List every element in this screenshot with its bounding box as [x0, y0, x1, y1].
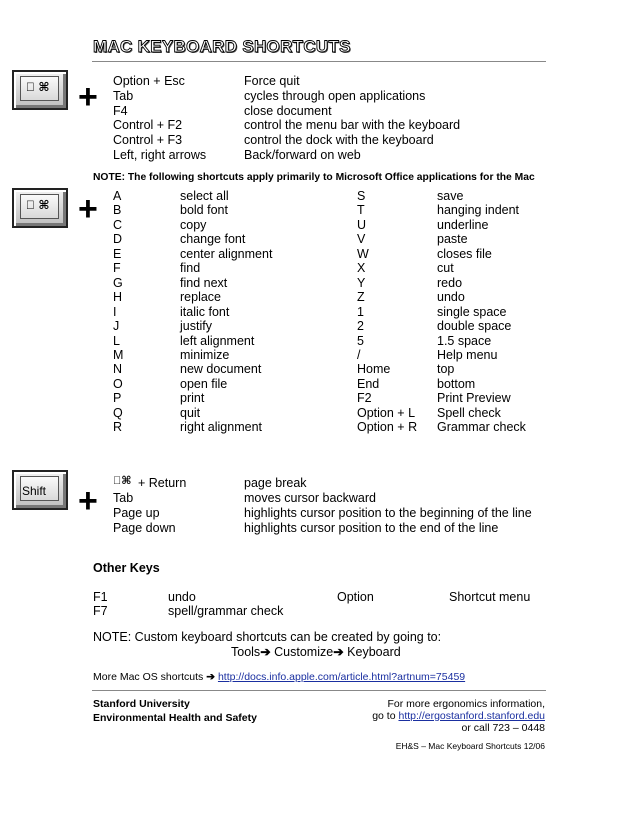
shortcut-key: C [113, 217, 123, 232]
shortcut-key: J [113, 319, 120, 334]
shortcut-action: Print Preview [437, 391, 511, 406]
more-shortcuts-label: More Mac OS shortcuts [93, 671, 204, 683]
shortcut-action: hanging indent [437, 203, 520, 218]
menu-tools: Tools [231, 645, 261, 659]
shortcut-action: highlights cursor position to the end of the line [244, 520, 499, 535]
shortcut-action: 1.5 space [437, 333, 492, 348]
shortcut-action: copy [180, 217, 207, 232]
shortcut-key: G [113, 275, 123, 290]
shift-return-key: + Return [138, 476, 187, 490]
shortcut-action: moves cursor backward [244, 491, 376, 505]
shortcut-action: find next [180, 275, 228, 290]
shortcut-action: bold font [180, 203, 228, 218]
other-key-action: Shortcut menu [449, 590, 531, 604]
shortcut-action: single space [437, 304, 507, 319]
apple-command-icon: ⌘ [26, 198, 42, 212]
shortcut-key: S [357, 189, 366, 203]
shift-key-image [12, 470, 68, 510]
shortcut-action: select all [180, 189, 229, 203]
other-key-action: undo [168, 590, 196, 604]
shortcut-action: minimize [180, 347, 230, 362]
shortcut-action: open file [180, 376, 228, 391]
menu-keyboard: Keyboard [347, 645, 401, 659]
shortcut-action: closes file [437, 246, 492, 261]
shortcut-action: print [180, 391, 205, 406]
footer-divider [92, 690, 546, 691]
shortcut-action: redo [437, 275, 463, 290]
shortcut-key: Home [357, 362, 391, 377]
shortcut-action: quit [180, 405, 201, 420]
shortcut-action: control the menu bar with the keyboard [244, 118, 461, 133]
other-key: F1 [93, 590, 108, 604]
shortcut-key: E [113, 246, 122, 261]
shortcut-key: U [357, 217, 367, 232]
shortcut-key: D [113, 232, 123, 247]
more-shortcuts-line [93, 671, 465, 683]
shortcut-key: 2 [357, 319, 364, 334]
plus-icon: + [78, 482, 98, 520]
shortcut-key: W [357, 246, 369, 261]
shortcut-key: M [113, 347, 124, 362]
plus-icon: + [78, 190, 98, 228]
shortcut-key: 1 [357, 304, 364, 319]
shortcut-key: End [357, 376, 380, 391]
shortcut-key: A [113, 189, 122, 203]
shortcut-action: underline [437, 217, 489, 232]
shortcut-action: double space [437, 319, 512, 334]
shortcut-action: right alignment [180, 420, 262, 435]
shortcut-key: Y [357, 275, 366, 290]
shortcut-key: Left, right arrows [113, 148, 207, 162]
shortcut-key: / [357, 347, 361, 362]
footer-doc-id: EH&S – Mac Keyboard Shortcuts 12/06 [395, 741, 545, 751]
plus-icon: + [78, 78, 98, 116]
shortcut-action: save [437, 189, 464, 203]
shortcut-action: undo [437, 290, 465, 305]
shortcut-key: X [357, 261, 366, 276]
shortcut-action: replace [180, 290, 221, 305]
shortcut-action: highlights cursor position to the beginning of the line [244, 505, 532, 520]
arrow-right-icon: ➔ [333, 645, 344, 659]
shortcut-action: paste [437, 232, 468, 247]
shift-key-label: Shift [22, 484, 47, 498]
shortcut-action: Force quit [244, 74, 300, 88]
footer-org: Stanford University [93, 698, 190, 710]
shortcut-key: Q [113, 405, 123, 420]
arrow-right-icon: ➔ [260, 645, 271, 659]
shortcut-key: Page down [113, 520, 176, 535]
shortcut-key: Control + F3 [113, 133, 183, 148]
shortcut-action: top [437, 362, 455, 377]
shortcut-key: Tab [113, 88, 134, 103]
shortcut-action: new document [180, 362, 262, 377]
shortcut-action: Back/forward on web [244, 148, 361, 162]
shortcut-key: I [113, 304, 117, 319]
shortcut-key: R [113, 420, 123, 435]
shortcut-key: H [113, 290, 123, 305]
other-keys-heading: Other Keys [93, 561, 160, 575]
menu-customize: Customize [274, 645, 334, 659]
shortcut-key: F [113, 261, 121, 276]
page-break-action: page break [244, 476, 307, 490]
shortcut-action: center alignment [180, 246, 273, 261]
custom-shortcuts-note: NOTE: Custom keyboard shortcuts can be created by going to: [93, 630, 442, 644]
shortcut-key: Option + Esc [113, 74, 185, 88]
shortcut-action: find [180, 261, 201, 276]
shortcut-action: Help menu [437, 347, 498, 362]
shortcut-key: N [113, 362, 123, 377]
command-key-image [12, 70, 68, 110]
shortcut-action: left alignment [180, 333, 255, 348]
shortcut-action: close document [244, 103, 332, 118]
ergostanford-link[interactable]: http://ergostanford.stanford.edu [398, 710, 545, 722]
shortcut-key: 5 [357, 333, 364, 348]
custom-shortcuts-path [231, 645, 401, 660]
office-note: NOTE: The following shortcuts apply primarily to Microsoft Office applications for the Mac [93, 172, 535, 183]
shortcut-key: L [113, 333, 120, 348]
shortcut-key: F4 [113, 103, 128, 118]
shortcut-action: change font [180, 232, 246, 247]
shortcut-key: Option + R [357, 420, 418, 435]
footer-info: For more ergonomics information, [387, 698, 545, 710]
shortcut-key: Tab [113, 491, 134, 505]
footer-info-link-line [372, 710, 545, 722]
shortcut-action: control the dock with the keyboard [244, 133, 434, 148]
arrow-right-icon: ➔ [206, 671, 216, 683]
footer-goto: go to [372, 710, 396, 722]
shortcut-key: F2 [357, 391, 372, 406]
shortcut-action: bottom [437, 376, 476, 391]
footer-dept: Environmental Health and Safety [93, 712, 257, 724]
apple-docs-link[interactable]: http://docs.info.apple.com/article.html?artnum=75459 [217, 671, 466, 683]
shortcut-key: O [113, 376, 123, 391]
page-title: MAC KEYBOARD SHORTCUTS [93, 37, 351, 56]
other-key: Option [337, 590, 374, 604]
shortcut-action: Grammar check [437, 420, 526, 435]
shortcut-key: P [113, 391, 122, 406]
shortcut-key: V [357, 232, 366, 247]
shortcut-key: Option + L [357, 405, 416, 420]
shortcut-action: italic font [180, 304, 230, 319]
other-key: F7 [93, 604, 108, 618]
shortcut-action: cycles through open applications [244, 88, 426, 103]
shortcut-key: Z [357, 290, 365, 305]
shortcut-key: T [357, 203, 365, 218]
other-key-action: spell/grammar check [168, 604, 284, 618]
command-key-image [12, 188, 68, 228]
shortcut-key: Page up [113, 505, 160, 520]
shortcut-key: B [113, 203, 122, 218]
shortcut-action: justify [180, 319, 212, 334]
shortcut-action: Spell check [437, 405, 501, 420]
shortcut-action: cut [437, 261, 454, 276]
title-divider [92, 61, 546, 62]
apple-command-small-icon: ⌘ [113, 475, 124, 487]
footer-phone: or call 723 – 0448 [461, 722, 545, 734]
shortcut-key: Control + F2 [113, 118, 183, 133]
apple-command-icon: ⌘ [26, 80, 42, 94]
